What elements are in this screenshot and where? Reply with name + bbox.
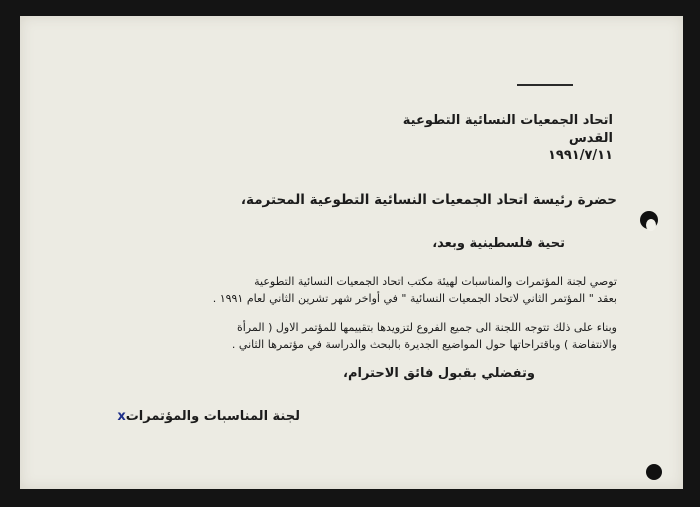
closing: وتفضلي بقبول فائق الاحترام،	[343, 366, 535, 381]
signature-text: لجنة المناسبات والمؤتمرات	[125, 409, 300, 424]
paragraph1-line1: توصي لجنة المؤتمرات والمناسبات لهيئة مكتب اتحاد الجمعيات النسائية التطوعية	[254, 275, 617, 288]
signature-mark: x	[117, 409, 126, 424]
greeting: تحية فلسطينية وبعد،	[432, 236, 565, 251]
paragraph1-line2: بعقد " المؤتمر الثاني لاتحاد الجمعيات النسائية " في أواخر شهر تشرين الثاني لعام ١٩٩١ .	[212, 292, 617, 305]
punch-hole-tear	[646, 219, 656, 231]
punch-hole-bottom	[646, 464, 662, 480]
letter-date: ١٩٩١/٧/١١	[547, 148, 613, 163]
salutation: حضرة رئيسة اتحاد الجمعيات النسائية التطوعية المحترمة،	[240, 192, 617, 208]
paragraph2-line1: وبناء على ذلك تتوجه اللجنة الى جميع الفروع لتزويدها بتقييمها للمؤتمر الاول ( المرأة	[236, 321, 617, 334]
sender-organization: اتحاد الجمعيات النسائية التطوعية	[402, 113, 613, 128]
header-rule	[517, 84, 573, 86]
letter-page	[20, 16, 683, 489]
signature	[113, 410, 300, 423]
sender-city: القدس	[568, 131, 613, 146]
paragraph2-line2: والانتفاضة ) وباقتراحاتها حول المواضيع الجديرة بالبحث والدراسة في مؤتمرها الثاني .	[231, 338, 617, 351]
